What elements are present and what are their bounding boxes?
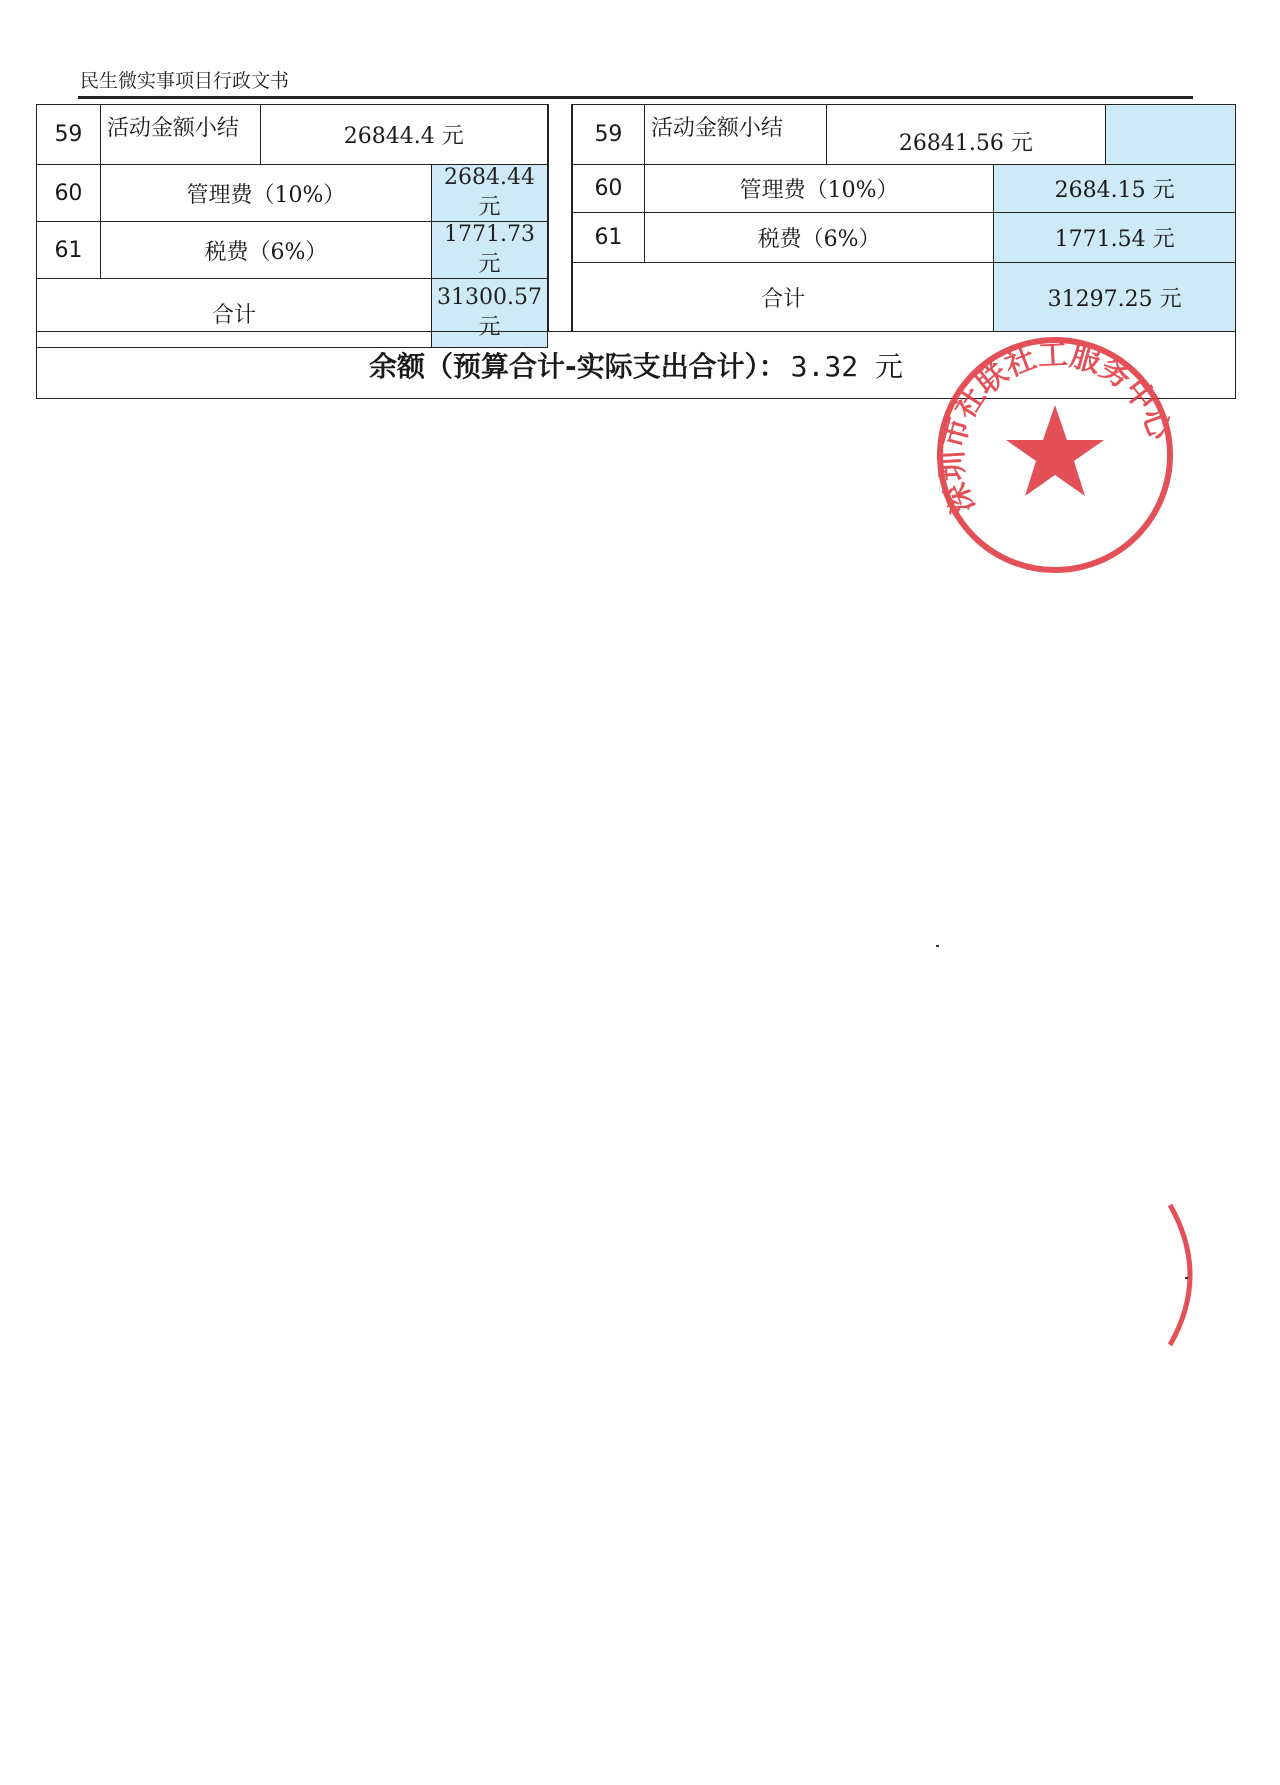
row-label: 活动金额小结 [644,105,826,165]
row-number: 60 [573,165,645,213]
table-row [37,165,548,222]
balance-value: 3.32 元 [790,350,903,383]
row-label: 税费（6%） [644,213,993,263]
row-value: 1771.54 元 [994,213,1236,263]
total-value-amount: 31300.57 [437,285,542,310]
balance-label: 余额（预算合计-实际支出合计）： [369,350,787,383]
table-gap [548,104,572,331]
row-label: 税费（6%） [100,222,431,279]
total-row [573,263,1236,332]
row-number: 61 [37,222,101,279]
empty-cell [1106,105,1236,165]
row-value: 26841.56 元 [826,105,1106,165]
scan-speck [1185,1277,1188,1279]
svg-text:深圳市社联社工服务中心: 深圳市社联社工服务中心 [934,337,1178,519]
row-number: 59 [37,105,101,165]
official-seal-icon [930,330,1180,580]
total-label: 合计 [573,263,994,332]
table-row [573,105,1236,165]
table-row [37,222,548,279]
budget-table [36,104,548,348]
table-row [573,213,1236,263]
table-row [37,105,548,165]
row-value: 2684.44 元 [432,165,548,222]
total-value: 31297.25 元 [994,263,1236,332]
total-label: 合计 [37,279,432,348]
row-value: 2684.15 元 [994,165,1236,213]
total-value-unit: 元 [478,315,501,340]
seal-fragment-icon [1165,1200,1205,1350]
scan-speck [936,945,939,947]
actual-table [572,104,1236,332]
row-number: 59 [573,105,645,165]
table-row [573,165,1236,213]
row-number: 60 [37,165,101,222]
header-divider [78,96,1193,99]
row-value: 26844.4 元 [260,105,548,165]
row-label: 活动金额小结 [100,105,260,165]
row-number: 61 [573,213,645,263]
document-header: 民生微实事项目行政文书 [80,70,290,92]
row-label: 管理费（10%） [100,165,431,222]
row-label: 管理费（10%） [644,165,993,213]
row-value: 1771.73 元 [432,222,548,279]
